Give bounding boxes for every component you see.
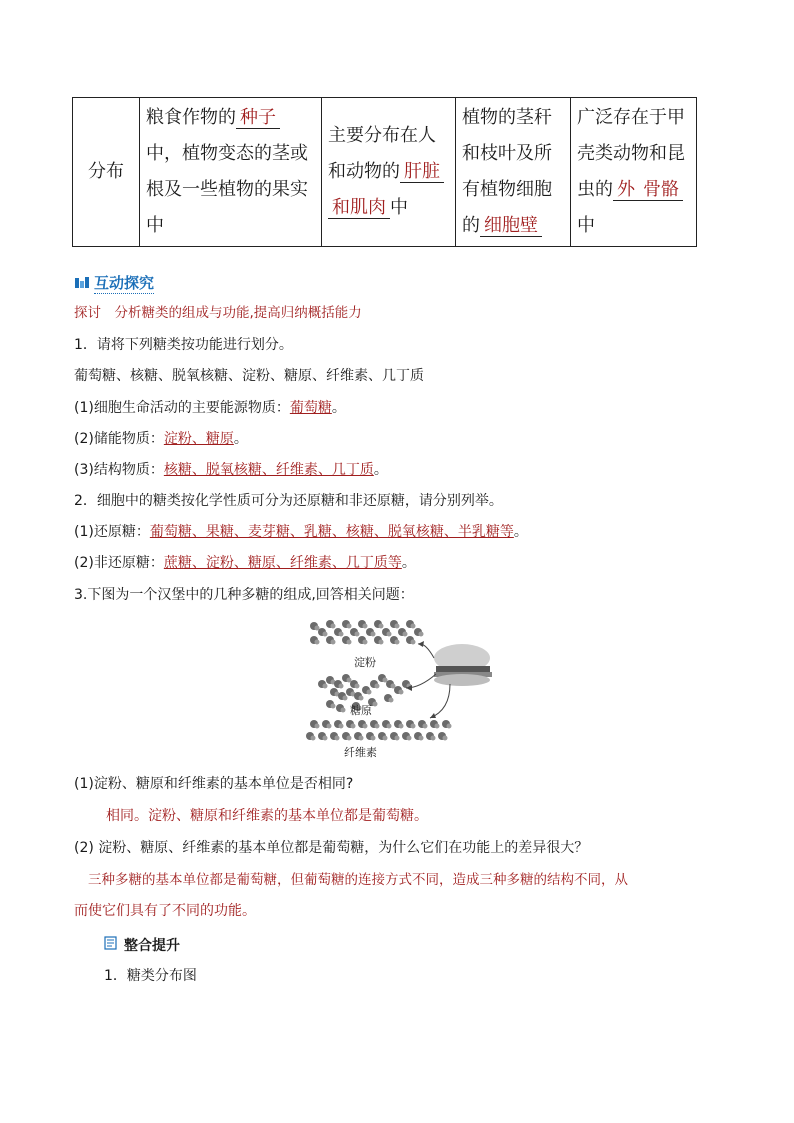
answer-text: 蔗糖、淀粉、糖原、纤维素、几丁质等 <box>163 555 402 571</box>
discussion-icon <box>74 276 90 290</box>
distribution-table <box>72 97 697 247</box>
answer-blank: 骨骼 <box>639 179 683 201</box>
q1-answer-2: (2)储能物质：淀粉、糖原。 <box>74 431 248 447</box>
q2-stem: 2．细胞中的糖类按化学性质可分为还原糖和非还原糖，请分别列举。 <box>74 493 503 509</box>
notebook-icon <box>104 936 118 954</box>
cell-text: 主要分布在人和动物的 <box>328 125 436 182</box>
cell-text: 粮食作物的 <box>146 107 236 128</box>
discussion-subtitle: 探讨 分析糖类的组成与功能,提高归纳概括能力 <box>74 305 362 321</box>
q1-answer-1: (1)细胞生命活动的主要能源物质：葡萄糖。 <box>74 400 346 416</box>
q1-answer-3: (3)结构物质：核糖、脱氧核糖、纤维素、几丁质。 <box>74 462 388 478</box>
table-row <box>73 98 697 247</box>
answer-label: (3)结构物质： <box>74 462 164 478</box>
answer-blank: 种子 <box>236 107 280 129</box>
integrate-title-text: 整合提升 <box>124 938 180 954</box>
integrate-item-1: 1．糖类分布图 <box>104 968 197 984</box>
cell-text: 中，植物变态的茎或根及一些植物的果实中 <box>146 143 308 236</box>
row-header-cell <box>73 98 140 247</box>
q1-items: 葡萄糖、核糖、脱氧核糖、淀粉、糖原、纤维素、几丁质 <box>74 368 424 384</box>
answer-label: (2)储能物质： <box>74 431 164 447</box>
cell-text: 广泛存在于甲壳类动物和昆虫的 <box>577 107 685 200</box>
fig-label-glycogen: 糖原 <box>350 704 372 717</box>
q1-stem: 1．请将下列糖类按功能进行划分。 <box>74 337 293 353</box>
q2-answer-2: (2)非还原糖：蔗糖、淀粉、糖原、纤维素、几丁质等。 <box>74 555 416 571</box>
q3-answer2-line1: 三种多糖的基本单位都是葡萄糖，但葡萄糖的连接方式不同，造成三种多糖的结构不同，从 <box>88 872 628 888</box>
row-header: 分布 <box>88 161 124 182</box>
q3-answer1: 相同。淀粉、糖原和纤维素的基本单位都是葡萄糖。 <box>106 808 428 824</box>
hamburger-image <box>434 644 492 686</box>
answer-blank: 细胞壁 <box>480 215 542 237</box>
hamburger-polysaccharide-figure <box>300 614 512 762</box>
answer-blank: 肝脏 <box>400 161 444 183</box>
answer-text: 淀粉、糖原 <box>163 431 234 447</box>
q2-answer-1: (1)还原糖：葡萄糖、果糖、麦芽糖、乳糖、核糖、脱氧核糖、半乳糖等。 <box>74 524 528 540</box>
integrate-title <box>104 935 180 955</box>
answer-blank: 和肌肉 <box>328 197 390 219</box>
cellulose-structure <box>306 720 452 741</box>
section-title <box>74 272 154 294</box>
answer-text: 葡萄糖、果糖、麦芽糖、乳糖、核糖、脱氧核糖、半乳糖等 <box>149 524 514 540</box>
cell-text: 植物的茎秆和枝叶及所有植物细胞的 <box>462 107 552 236</box>
q3-sub1: (1)淀粉、糖原和纤维素的基本单位是否相同? <box>74 776 354 792</box>
answer-label: (1)还原糖： <box>74 524 150 540</box>
cell-text: 中 <box>390 197 408 218</box>
starch-structure <box>310 620 424 645</box>
fig-label-cellulose: 纤维素 <box>344 746 377 759</box>
table-cell-chitin <box>571 98 697 247</box>
fig-label-starch: 淀粉 <box>354 656 376 669</box>
table-cell-starch <box>140 98 322 247</box>
answer-label: (1)细胞生命活动的主要能源物质： <box>74 400 290 416</box>
section-title-text: 互动探究 <box>94 274 155 292</box>
answer-label: (2)非还原糖： <box>74 555 164 571</box>
q3-answer2-line2: 而使它们具有了不同的功能。 <box>74 903 256 919</box>
cell-text: 中 <box>577 215 595 236</box>
q3-sub2: (2) 淀粉、糖原、纤维素的基本单位都是葡萄糖，为什么它们在功能上的差异很大？ <box>74 840 589 856</box>
answer-blank: 外 <box>613 179 639 201</box>
table-cell-glycogen <box>322 98 456 247</box>
table-cell-cellulose <box>456 98 571 247</box>
answer-text: 葡萄糖 <box>289 400 332 416</box>
q3-stem: 3.下图为一个汉堡中的几种多糖的组成,回答相关问题： <box>74 587 414 603</box>
answer-text: 核糖、脱氧核糖、纤维素、几丁质 <box>163 462 374 478</box>
